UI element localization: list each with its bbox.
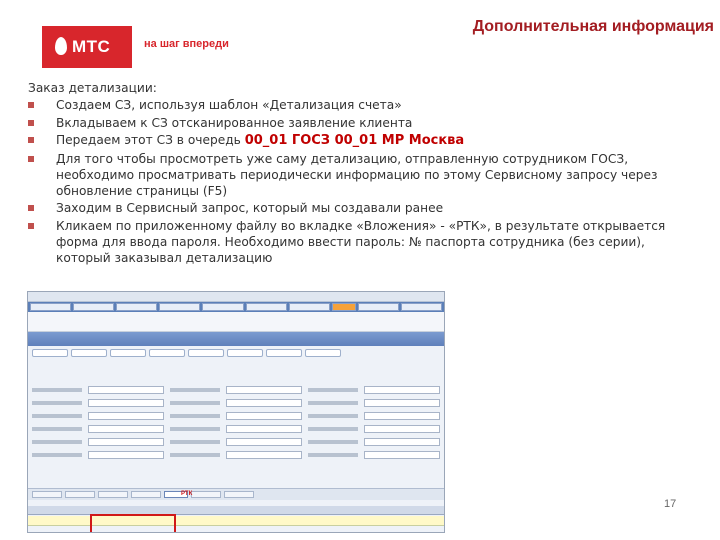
- list-item: [28, 115, 668, 131]
- list-item-text: Кликаем по приложенному файлу во вкладке «Вложения» - «РТК», в результате открывается форма для ввода пароля. Необходимо ввести пароль: № паспорта сотрудника (без серии), который заказывал детализацию: [56, 218, 666, 265]
- rtk-tab-label: РТК: [181, 491, 193, 497]
- list-item-text: Заходим в Сервисный запрос, который мы создавали ранее: [56, 201, 444, 215]
- service-request-screenshot: [27, 291, 445, 533]
- bullet-list: [28, 97, 668, 266]
- list-item: [28, 151, 668, 199]
- app-button-row: [28, 346, 444, 360]
- app-screen-tabs: [28, 302, 444, 312]
- intro-text: Заказ детализации:: [28, 81, 157, 95]
- mts-logo: [42, 26, 132, 68]
- attachment-highlight: [90, 514, 176, 533]
- app-menubar: [28, 292, 444, 302]
- page-number: 17: [664, 498, 677, 510]
- logo-brand-text: МТС: [72, 37, 111, 56]
- app-info-strip: [28, 312, 444, 332]
- app-service-request-header: [28, 332, 444, 346]
- bullet-icon: [28, 223, 34, 229]
- list-item: [28, 200, 668, 216]
- content-body: [28, 80, 668, 267]
- list-item: [28, 218, 668, 266]
- mts-egg-icon: [55, 37, 67, 55]
- logo-slogan: на шаг впереди: [144, 38, 229, 50]
- page-title: Дополнительная информация: [472, 18, 714, 35]
- list-item: [28, 132, 668, 149]
- bullet-icon: [28, 156, 34, 162]
- bullet-icon: [28, 137, 34, 143]
- bullet-icon: [28, 205, 34, 211]
- queue-name: 00_01 ГОСЗ 00_01 МР Москва: [244, 133, 465, 148]
- list-item-text: Создаем СЗ, используя шаблон «Детализация счета»: [56, 98, 402, 112]
- list-item-text: Передаем этот СЗ в очередь: [56, 133, 245, 147]
- list-item-text: Вкладываем к СЗ отсканированное заявление клиента: [56, 115, 413, 130]
- bullet-icon: [28, 102, 34, 108]
- list-item-text: Для того чтобы просмотреть уже саму детализацию, отправленную сотрудником ГОСЗ, необходимо просматривать периодически информацию по этому Сервисному запросу через обновление страницы (F5): [56, 151, 658, 198]
- app-request-form: [32, 384, 440, 479]
- bullet-icon: [28, 120, 34, 126]
- app-attachments-tabs: [28, 488, 444, 500]
- list-item: [28, 97, 668, 113]
